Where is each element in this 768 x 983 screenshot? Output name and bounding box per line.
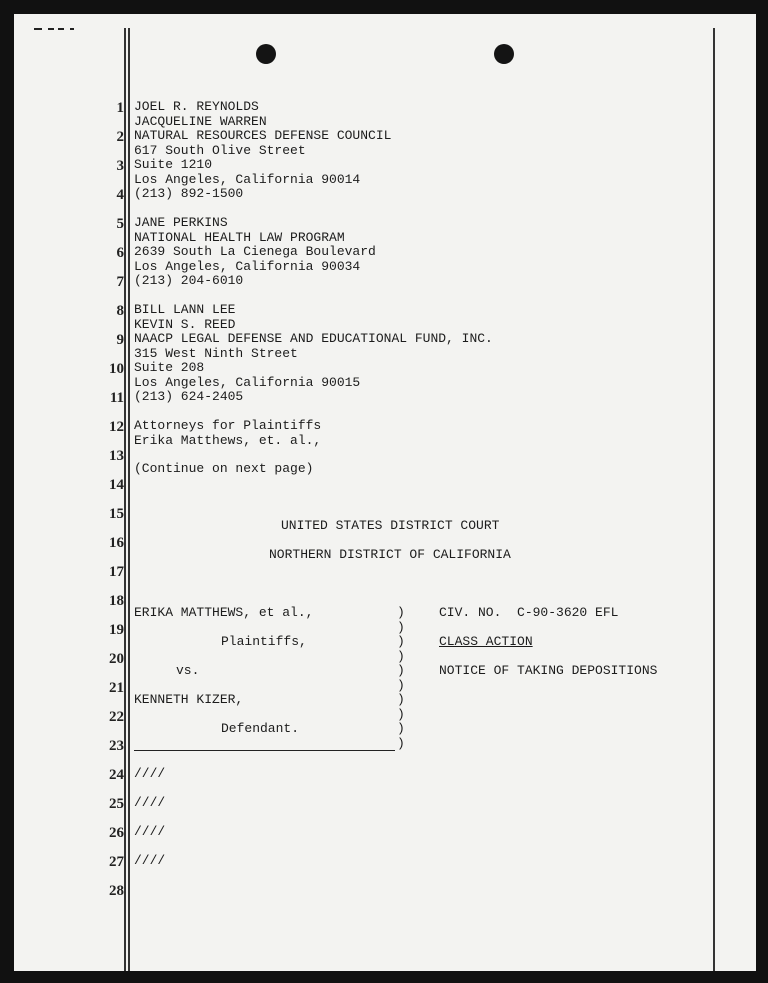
line-number: 13: [109, 448, 124, 464]
versus: vs.: [176, 663, 200, 678]
street-address: 617 South Olive Street: [134, 142, 306, 158]
defendant-role: Defendant.: [221, 721, 300, 736]
attorneys-for-label: Attorneys for Plaintiffs: [134, 418, 322, 433]
pleading-page: [14, 14, 756, 971]
case-type: CLASS ACTION: [439, 634, 533, 649]
phone-number: (213) 892-1500: [134, 186, 244, 201]
caption-underline: [134, 750, 395, 751]
line-number: 12: [109, 419, 124, 435]
line-number: 18: [109, 593, 124, 609]
caption-paren: ): [397, 619, 405, 635]
corner-mark: [34, 28, 74, 32]
phone-number: (213) 624-2405: [134, 389, 244, 404]
right-margin-rule: [713, 28, 715, 971]
court-name: UNITED STATES DISTRICT COURT: [281, 518, 500, 533]
continuation-mark: ////: [134, 824, 166, 839]
line-number: 8: [116, 303, 124, 319]
caption-paren: ): [397, 706, 405, 722]
city-address: Los Angeles, California 90014: [134, 171, 361, 187]
line-number: 11: [109, 390, 124, 406]
line-number: 26: [109, 825, 124, 841]
line-number: 23: [109, 738, 124, 754]
organization-name: NAACP LEGAL DEFENSE AND EDUCATIONAL FUND, INC.: [134, 331, 493, 346]
client-names: Erika Matthews, et. al.,: [134, 432, 322, 448]
line-number: 16: [109, 535, 124, 551]
defendant-name: KENNETH KIZER,: [134, 692, 244, 707]
street-address: 2639 South La Cienega Boulevard: [134, 244, 376, 259]
court-district: NORTHERN DISTRICT OF CALIFORNIA: [269, 547, 511, 562]
line-number: 17: [109, 564, 124, 580]
caption-paren: ): [397, 648, 405, 664]
left-margin-rule-inner: [128, 28, 130, 971]
line-number: 22: [109, 709, 124, 725]
line-number: 19: [109, 622, 124, 638]
city-address: Los Angeles, California 90015: [134, 374, 361, 390]
suite-address: Suite 208: [134, 360, 205, 375]
line-number: 20: [109, 651, 124, 667]
suite-address: Suite 1210: [134, 157, 213, 172]
line-number: 15: [109, 506, 124, 522]
line-number: 7: [116, 274, 124, 290]
line-number: 27: [109, 854, 124, 870]
case-number: CIV. NO. C-90-3620 EFL: [439, 605, 619, 620]
document-title: NOTICE OF TAKING DEPOSITIONS: [439, 663, 658, 678]
continuation-mark: ////: [134, 853, 166, 868]
attorney-name: JACQUELINE WARREN: [134, 113, 267, 129]
line-number: 5: [116, 216, 124, 232]
city-address: Los Angeles, California 90034: [134, 258, 361, 274]
line-number: 2: [116, 129, 124, 145]
continued-note: (Continue on next page): [134, 461, 314, 476]
plaintiff-name: ERIKA MATTHEWS, et al.,: [134, 605, 314, 620]
continuation-mark: ////: [134, 766, 166, 781]
line-number: 6: [116, 245, 124, 261]
punch-hole: [494, 44, 514, 64]
caption-paren: ): [397, 677, 405, 693]
plaintiff-role: Plaintiffs,: [221, 634, 307, 649]
attorney-name: JOEL R. REYNOLDS: [134, 99, 259, 114]
line-number: 25: [109, 796, 124, 812]
attorney-name: JANE PERKINS: [134, 215, 228, 230]
organization-name: NATURAL RESOURCES DEFENSE COUNCIL: [134, 128, 392, 143]
left-margin-rule: [124, 28, 126, 971]
caption-paren: ): [397, 692, 405, 707]
line-number: 10: [109, 361, 124, 377]
line-number: 3: [116, 158, 124, 174]
line-number: 28: [109, 883, 124, 899]
caption-paren: ): [397, 735, 405, 751]
line-number: 21: [109, 680, 124, 696]
line-number: 9: [116, 332, 124, 348]
continuation-mark: ////: [134, 795, 166, 810]
line-number: 24: [109, 767, 124, 783]
line-number: 4: [116, 187, 124, 203]
caption-paren: ): [397, 605, 405, 620]
organization-name: NATIONAL HEALTH LAW PROGRAM: [134, 229, 345, 245]
caption-paren: ): [397, 663, 405, 678]
caption-paren: ): [397, 721, 405, 736]
caption-paren: ): [397, 634, 405, 649]
line-number: 1: [116, 100, 124, 116]
line-number: 14: [109, 477, 124, 493]
street-address: 315 West Ninth Street: [134, 345, 298, 361]
attorney-name: BILL LANN LEE: [134, 302, 236, 317]
phone-number: (213) 204-6010: [134, 273, 244, 288]
punch-hole: [256, 44, 276, 64]
attorney-name: KEVIN S. REED: [134, 316, 236, 332]
